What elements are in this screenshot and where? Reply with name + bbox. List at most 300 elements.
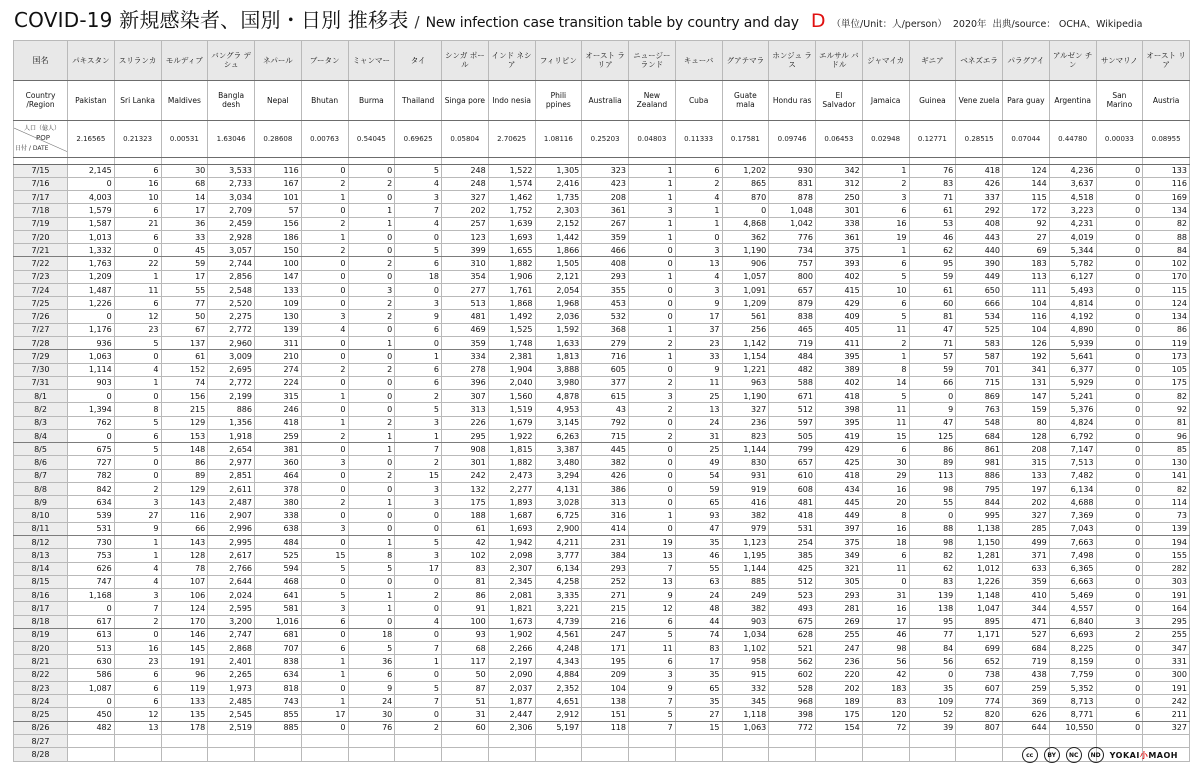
case-count-cell: 0 — [629, 310, 676, 323]
country-name-en: Maldives — [161, 80, 208, 120]
case-count-cell: 5 — [629, 628, 676, 641]
case-count-cell: 0 — [629, 297, 676, 310]
date-cell: 7/28 — [14, 337, 68, 350]
case-count-cell: 9 — [909, 403, 956, 416]
case-count-cell: 410 — [1003, 589, 1050, 602]
case-count-cell: 885 — [722, 575, 769, 588]
case-count-cell: 408 — [582, 257, 629, 270]
case-count-cell: 131 — [1003, 376, 1050, 389]
case-count-cell: 183 — [862, 681, 909, 694]
country-name-jp: キューバ — [675, 41, 722, 81]
case-count-cell: 33 — [675, 350, 722, 363]
population-key-cell — [14, 120, 68, 158]
case-count-cell: 0 — [301, 509, 348, 522]
case-count-cell: 7 — [395, 695, 442, 708]
population-key — [14, 122, 67, 156]
table-row — [14, 469, 1190, 482]
table-row — [14, 217, 1190, 230]
case-count-cell: 254 — [769, 536, 816, 549]
case-count-cell: 292 — [956, 204, 1003, 217]
case-count-cell: 55 — [675, 562, 722, 575]
case-count-cell: 6 — [348, 668, 395, 681]
cc-nc-icon: NC — [1066, 747, 1082, 763]
case-count-cell: 615 — [582, 390, 629, 403]
case-count-cell: 115 — [1143, 283, 1190, 296]
case-count-cell: 5 — [348, 562, 395, 575]
case-count-cell: 107 — [161, 575, 208, 588]
case-count-cell: 6,134 — [535, 562, 582, 575]
case-count-cell: 8,159 — [1049, 655, 1096, 668]
case-count-cell — [161, 734, 208, 747]
case-count-cell: 3,009 — [208, 350, 255, 363]
case-count-cell: 86 — [161, 456, 208, 469]
case-count-cell: 68 — [442, 642, 489, 655]
case-count-cell: 118 — [582, 721, 629, 734]
case-count-cell: 0 — [629, 443, 676, 456]
table-row — [14, 615, 1190, 628]
case-count-cell: 3 — [114, 589, 161, 602]
case-count-cell: 1,154 — [722, 350, 769, 363]
case-count-cell: 96 — [1143, 429, 1190, 442]
case-count-cell: 6 — [862, 257, 909, 270]
case-count-cell: 345 — [722, 695, 769, 708]
table-row — [14, 522, 1190, 535]
case-count-cell: 0 — [114, 350, 161, 363]
case-count-cell: 1 — [301, 230, 348, 243]
case-count-cell: 3 — [301, 456, 348, 469]
case-count-cell: 133 — [255, 283, 302, 296]
case-count-cell: 2 — [629, 403, 676, 416]
case-count-cell: 830 — [722, 456, 769, 469]
case-count-cell: 84 — [1143, 244, 1190, 257]
case-count-cell: 626 — [68, 562, 115, 575]
case-count-cell: 2,352 — [535, 681, 582, 694]
case-count-cell: 513 — [442, 297, 489, 310]
case-count-cell: 4 — [675, 191, 722, 204]
case-count-cell: 869 — [956, 390, 1003, 403]
case-count-cell: 5,469 — [1049, 589, 1096, 602]
case-count-cell — [909, 748, 956, 762]
case-count-cell — [348, 734, 395, 747]
case-count-cell: 211 — [1143, 708, 1190, 721]
case-count-cell: 800 — [769, 270, 816, 283]
case-count-cell: 20 — [862, 496, 909, 509]
date-cell: 8/7 — [14, 469, 68, 482]
case-count-cell: 2,611 — [208, 482, 255, 495]
case-count-cell: 378 — [255, 482, 302, 495]
case-count-cell: 2 — [1096, 628, 1143, 641]
case-count-cell: 36 — [161, 217, 208, 230]
case-count-cell: 159 — [1003, 403, 1050, 416]
case-count-cell: 125 — [909, 429, 956, 442]
case-count-cell: 1 — [862, 244, 909, 257]
case-count-cell: 1 — [348, 589, 395, 602]
case-count-cell: 799 — [769, 443, 816, 456]
case-count-cell: 279 — [582, 337, 629, 350]
case-count-cell: 776 — [769, 230, 816, 243]
case-count-cell: 0 — [348, 191, 395, 204]
case-count-cell: 617 — [68, 615, 115, 628]
case-count-cell: 1 — [348, 204, 395, 217]
date-cell: 8/16 — [14, 589, 68, 602]
case-count-cell: 6 — [862, 204, 909, 217]
case-count-cell: 249 — [722, 589, 769, 602]
case-count-cell: 310 — [442, 257, 489, 270]
case-count-cell: 838 — [769, 310, 816, 323]
case-count-cell: 583 — [956, 337, 1003, 350]
country-name-jp: タイ — [395, 41, 442, 81]
case-count-cell: 1,195 — [722, 549, 769, 562]
case-count-cell: 4 — [395, 217, 442, 230]
case-count-cell: 57 — [255, 204, 302, 217]
case-count-cell: 6 — [1096, 708, 1143, 721]
population-value: 0.44780 — [1049, 120, 1096, 158]
case-count-cell: 278 — [442, 363, 489, 376]
case-count-cell: 18 — [395, 270, 442, 283]
case-count-cell: 3 — [395, 297, 442, 310]
case-count-cell: 331 — [1143, 655, 1190, 668]
case-count-cell: 18 — [862, 536, 909, 549]
country-name-jp: グアテマラ — [722, 41, 769, 81]
table-row — [14, 350, 1190, 363]
case-count-cell: 23 — [675, 337, 722, 350]
case-count-cell: 15 — [862, 429, 909, 442]
case-count-cell: 1,048 — [769, 204, 816, 217]
population-value: 0.00531 — [161, 120, 208, 158]
case-count-cell: 0 — [348, 482, 395, 495]
case-count-cell — [68, 748, 115, 762]
case-count-cell: 22 — [114, 257, 161, 270]
case-count-cell: 2,868 — [208, 642, 255, 655]
case-count-cell: 129 — [161, 482, 208, 495]
population-value: 0.11333 — [675, 120, 722, 158]
case-count-cell: 359 — [442, 337, 489, 350]
date-cell: 8/1 — [14, 390, 68, 403]
case-count-cell: 13 — [675, 257, 722, 270]
case-count-cell — [1096, 734, 1143, 747]
case-count-cell: 3,777 — [535, 549, 582, 562]
case-count-cell: 4,236 — [1049, 164, 1096, 177]
case-count-cell: 0 — [1096, 522, 1143, 535]
case-count-cell — [535, 748, 582, 762]
infection-table — [13, 40, 1190, 762]
country-name-jp: アルゼン チン — [1049, 41, 1096, 81]
case-count-cell: 19 — [629, 536, 676, 549]
case-count-cell: 81 — [442, 575, 489, 588]
case-count-cell: 0 — [1096, 589, 1143, 602]
case-count-cell: 15 — [301, 549, 348, 562]
case-count-cell: 1,752 — [488, 204, 535, 217]
case-count-cell: 1 — [348, 443, 395, 456]
case-count-cell: 743 — [255, 695, 302, 708]
case-count-cell: 418 — [816, 469, 863, 482]
case-count-cell: 202 — [442, 204, 489, 217]
case-count-cell: 92 — [1003, 217, 1050, 230]
table-row — [14, 257, 1190, 270]
case-count-cell: 3 — [395, 549, 442, 562]
case-count-cell: 3 — [395, 482, 442, 495]
brand-left: YOKAI — [1109, 750, 1140, 760]
case-count-cell: 236 — [816, 655, 863, 668]
case-count-cell: 2,960 — [208, 337, 255, 350]
case-count-cell: 2,695 — [208, 363, 255, 376]
table-row — [14, 482, 1190, 495]
case-count-cell: 0 — [301, 283, 348, 296]
case-count-cell: 31 — [862, 589, 909, 602]
pop-label-top: 人口（億人） — [24, 125, 61, 133]
case-count-cell: 6 — [629, 655, 676, 668]
case-count-cell: 1,209 — [68, 270, 115, 283]
case-count-cell: 0 — [1096, 164, 1143, 177]
case-count-cell: 2,996 — [208, 522, 255, 535]
case-count-cell: 102 — [1143, 257, 1190, 270]
case-count-cell: 0 — [395, 668, 442, 681]
case-count-cell: 1,592 — [535, 323, 582, 336]
population-row — [14, 120, 1190, 158]
date-cell: 8/28 — [14, 748, 68, 762]
case-count-cell: 0 — [348, 350, 395, 363]
case-count-cell: 116 — [1143, 177, 1190, 190]
case-count-cell: 0 — [348, 615, 395, 628]
country-name-en: Singa pore — [442, 80, 489, 120]
case-count-cell: 730 — [68, 536, 115, 549]
case-count-cell: 844 — [956, 496, 1003, 509]
case-count-cell: 15 — [395, 469, 442, 482]
date-cell: 8/10 — [14, 509, 68, 522]
country-name-jp: ギニア — [909, 41, 956, 81]
case-count-cell: 419 — [816, 429, 863, 442]
case-count-cell: 96 — [161, 668, 208, 681]
case-count-cell: 512 — [769, 403, 816, 416]
case-count-cell — [582, 734, 629, 747]
case-count-cell: 2,345 — [488, 575, 535, 588]
case-count-cell: 2,266 — [488, 642, 535, 655]
case-count-cell: 7,498 — [1049, 549, 1096, 562]
case-count-cell: 1 — [629, 270, 676, 283]
table-row — [14, 297, 1190, 310]
case-count-cell: 0 — [629, 283, 676, 296]
case-count-cell: 0 — [68, 695, 115, 708]
case-count-cell: 338 — [816, 217, 863, 230]
country-jp-label: 国名 — [14, 41, 68, 81]
brand-right: MAOH — [1148, 750, 1178, 760]
case-count-cell: 4 — [114, 562, 161, 575]
case-count-cell: 128 — [1003, 429, 1050, 442]
case-count-cell: 1 — [629, 164, 676, 177]
case-count-cell: 2 — [348, 177, 395, 190]
case-count-cell: 0 — [1096, 270, 1143, 283]
case-count-cell: 1,305 — [535, 164, 582, 177]
case-count-cell: 46 — [909, 230, 956, 243]
case-count-cell: 0 — [629, 257, 676, 270]
case-count-cell: 1 — [348, 602, 395, 615]
case-count-cell: 128 — [161, 549, 208, 562]
case-count-cell: 1,882 — [488, 257, 535, 270]
date-cell: 8/26 — [14, 721, 68, 734]
table-row — [14, 337, 1190, 350]
case-count-cell: 842 — [68, 482, 115, 495]
case-count-cell: 2 — [301, 496, 348, 509]
case-count-cell: 418 — [769, 509, 816, 522]
case-count-cell: 17 — [161, 270, 208, 283]
cc-by-icon: BY — [1044, 747, 1060, 763]
case-count-cell: 1,102 — [722, 642, 769, 655]
case-count-cell: 44 — [675, 615, 722, 628]
case-count-cell: 3,335 — [535, 589, 582, 602]
case-count-cell: 1 — [675, 217, 722, 230]
case-count-cell — [1003, 734, 1050, 747]
case-count-cell: 1 — [348, 536, 395, 549]
table-row — [14, 403, 1190, 416]
case-count-cell: 738 — [956, 668, 1003, 681]
case-count-cell: 2,081 — [488, 589, 535, 602]
case-count-cell: 395 — [816, 416, 863, 429]
case-count-cell: 426 — [582, 469, 629, 482]
case-count-cell: 45 — [161, 244, 208, 257]
case-count-cell: 0 — [301, 403, 348, 416]
date-cell: 8/19 — [14, 628, 68, 641]
case-count-cell: 607 — [956, 681, 1003, 694]
case-count-cell: 380 — [255, 496, 302, 509]
case-count-cell: 0 — [909, 390, 956, 403]
case-count-cell: 5 — [348, 642, 395, 655]
case-count-cell: 531 — [68, 522, 115, 535]
country-name-en: Guinea — [909, 80, 956, 120]
case-count-cell: 377 — [582, 376, 629, 389]
case-count-cell: 236 — [722, 416, 769, 429]
case-count-cell: 16 — [862, 217, 909, 230]
case-count-cell: 499 — [1003, 536, 1050, 549]
case-count-cell: 73 — [1143, 509, 1190, 522]
case-count-cell: 231 — [582, 536, 629, 549]
case-count-cell: 139 — [909, 589, 956, 602]
case-count-cell: 0 — [395, 602, 442, 615]
case-count-cell: 35 — [909, 681, 956, 694]
case-count-cell: 226 — [442, 416, 489, 429]
case-count-cell: 105 — [1143, 363, 1190, 376]
case-count-cell: 1,462 — [488, 191, 535, 204]
case-count-cell: 0 — [629, 496, 676, 509]
case-count-cell: 2 — [395, 390, 442, 403]
case-count-cell: 0 — [395, 522, 442, 535]
case-count-cell: 2,644 — [208, 575, 255, 588]
case-count-cell: 398 — [816, 403, 863, 416]
case-count-cell: 4,019 — [1049, 230, 1096, 243]
case-count-cell: 0 — [395, 337, 442, 350]
case-count-cell: 269 — [816, 615, 863, 628]
case-count-cell: 1,968 — [535, 297, 582, 310]
case-count-cell: 16 — [114, 642, 161, 655]
case-count-cell: 3 — [675, 283, 722, 296]
case-count-cell: 11 — [862, 403, 909, 416]
case-count-cell: 4,231 — [1049, 217, 1096, 230]
table-row — [14, 549, 1190, 562]
case-count-cell — [1143, 734, 1190, 747]
table-row — [14, 363, 1190, 376]
case-count-cell: 7,043 — [1049, 522, 1096, 535]
case-count-cell: 398 — [769, 708, 816, 721]
case-count-cell: 2 — [301, 429, 348, 442]
case-count-cell: 7 — [395, 204, 442, 217]
case-count-cell: 2,912 — [535, 708, 582, 721]
case-count-cell: 69 — [1003, 244, 1050, 257]
case-count-cell: 0 — [395, 628, 442, 641]
case-count-cell: 6,840 — [1049, 615, 1096, 628]
case-count-cell: 65 — [675, 681, 722, 694]
case-count-cell: 1,034 — [722, 628, 769, 641]
brand-mid: 小 — [1139, 750, 1149, 760]
case-count-cell: 1,639 — [488, 217, 535, 230]
case-count-cell: 42 — [862, 668, 909, 681]
case-count-cell: 523 — [769, 589, 816, 602]
case-count-cell: 385 — [769, 549, 816, 562]
case-count-cell: 958 — [722, 655, 769, 668]
case-count-cell: 1,763 — [68, 257, 115, 270]
case-count-cell: 3,480 — [535, 456, 582, 469]
case-count-cell: 5 — [862, 270, 909, 283]
case-count-cell: 1,505 — [535, 257, 582, 270]
population-value: 0.00033 — [1096, 120, 1143, 158]
case-count-cell: 13 — [114, 721, 161, 734]
case-count-cell: 147 — [255, 270, 302, 283]
case-count-cell: 195 — [582, 655, 629, 668]
case-count-cell: 61 — [442, 522, 489, 535]
case-count-cell: 5 — [301, 589, 348, 602]
case-count-cell: 33 — [161, 230, 208, 243]
case-count-cell: 2 — [301, 244, 348, 257]
case-count-cell: 11 — [862, 416, 909, 429]
case-count-cell: 57 — [909, 350, 956, 363]
case-count-cell: 1,492 — [488, 310, 535, 323]
population-value: 0.25203 — [582, 120, 629, 158]
case-count-cell: 359 — [582, 230, 629, 243]
case-count-cell: 418 — [816, 390, 863, 403]
case-count-cell: 173 — [1143, 350, 1190, 363]
case-count-cell: 74 — [675, 628, 722, 641]
case-count-cell: 83 — [909, 575, 956, 588]
case-count-cell: 247 — [582, 628, 629, 641]
case-count-cell: 24 — [348, 695, 395, 708]
case-count-cell: 93 — [675, 509, 722, 522]
table-row — [14, 536, 1190, 549]
case-count-cell: 968 — [769, 695, 816, 708]
case-count-cell: 93 — [442, 628, 489, 641]
case-count-cell: 630 — [68, 655, 115, 668]
case-count-cell: 2,197 — [488, 655, 535, 668]
case-count-cell: 2,040 — [488, 376, 535, 389]
table-row — [14, 283, 1190, 296]
title-source: 出典/source： OCHA、Wikipedia — [992, 19, 1143, 30]
population-value: 0.12771 — [909, 120, 956, 158]
case-count-cell: 587 — [956, 350, 1003, 363]
table-row — [14, 628, 1190, 641]
country-name-en: Pakistan — [68, 80, 115, 120]
case-count-cell: 27 — [114, 509, 161, 522]
case-count-cell: 2,772 — [208, 323, 255, 336]
case-count-cell: 0 — [629, 456, 676, 469]
case-count-cell: 6 — [395, 257, 442, 270]
case-count-cell: 46 — [862, 628, 909, 641]
table-row — [14, 270, 1190, 283]
case-count-cell: 2 — [301, 177, 348, 190]
case-count-cell: 141 — [1143, 469, 1190, 482]
case-count-cell: 347 — [1143, 642, 1190, 655]
case-count-cell: 259 — [1003, 681, 1050, 694]
case-count-cell: 434 — [816, 482, 863, 495]
case-count-cell: 548 — [956, 416, 1003, 429]
case-count-cell: 95 — [909, 615, 956, 628]
case-count-cell: 61 — [161, 350, 208, 363]
